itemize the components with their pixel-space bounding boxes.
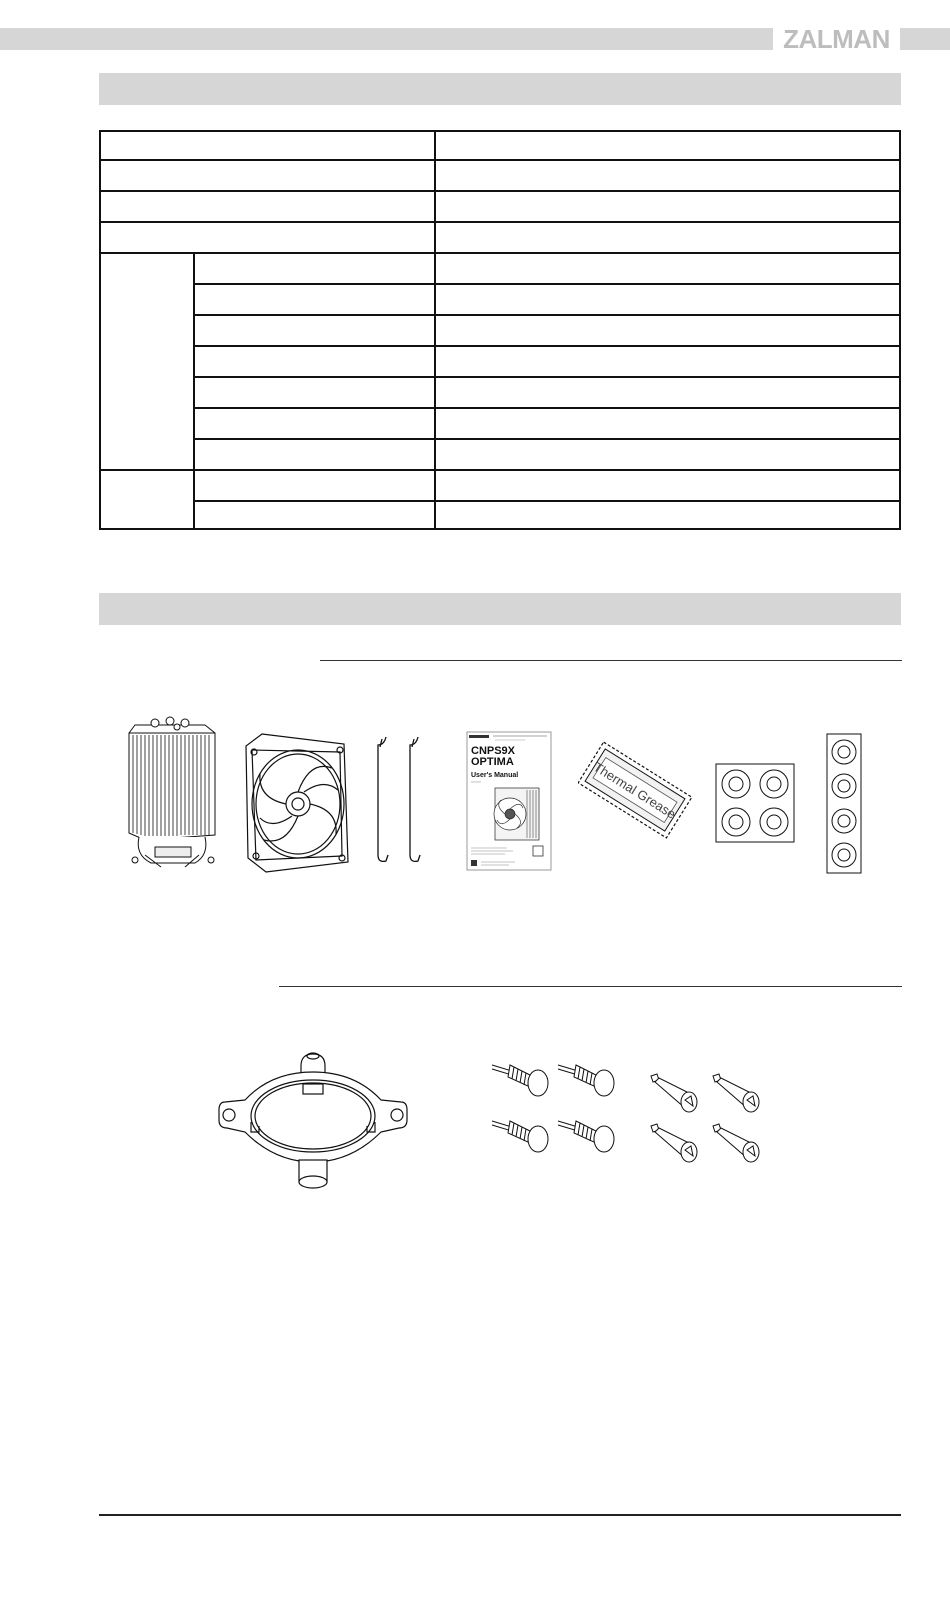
rubber-pads-strip-illustration (825, 733, 865, 875)
manual-subtitle: User's Manual (471, 772, 519, 779)
table-row-divider (101, 469, 899, 471)
footer-rule (99, 1514, 901, 1516)
specification-table (99, 130, 901, 530)
heatsink-cooler-illustration (115, 715, 225, 875)
section-header-bar-components (99, 593, 901, 625)
table-row-divider (101, 159, 899, 161)
fan-clips-illustration (372, 735, 432, 870)
table-row-divider (101, 190, 899, 192)
users-manual-illustration (465, 730, 555, 875)
fan-illustration (240, 730, 355, 875)
brand-logo: ZALMAN (773, 22, 900, 56)
table-row-divider (101, 221, 899, 223)
manual-model-line2: OPTIMA (471, 756, 514, 768)
table-column-divider (193, 252, 195, 528)
thermal-grease-illustration (578, 740, 693, 840)
subsection-rule (320, 660, 902, 661)
fan-screws-illustration (490, 1055, 625, 1175)
table-column-divider (434, 132, 436, 528)
table-row-divider (193, 376, 899, 378)
subsection-rule (279, 986, 902, 987)
table-row-divider (193, 345, 899, 347)
table-row-divider (101, 252, 899, 254)
thermal-grease-label: Thermal Grease (590, 759, 679, 822)
table-row-divider (193, 314, 899, 316)
header-bar-end (900, 28, 950, 50)
table-row-divider (193, 500, 899, 502)
mounting-bracket-illustration (215, 1050, 425, 1195)
manual-model-line1: CNPS9X (471, 745, 516, 757)
fan-spacers-illustration (645, 1072, 785, 1177)
table-row-divider (193, 438, 899, 440)
table-row-divider (193, 283, 899, 285)
rubber-pads-sheet-illustration (715, 763, 797, 845)
section-header-bar-specifications (99, 73, 901, 105)
table-row-divider (193, 407, 899, 409)
manual-cover-image (494, 788, 539, 840)
